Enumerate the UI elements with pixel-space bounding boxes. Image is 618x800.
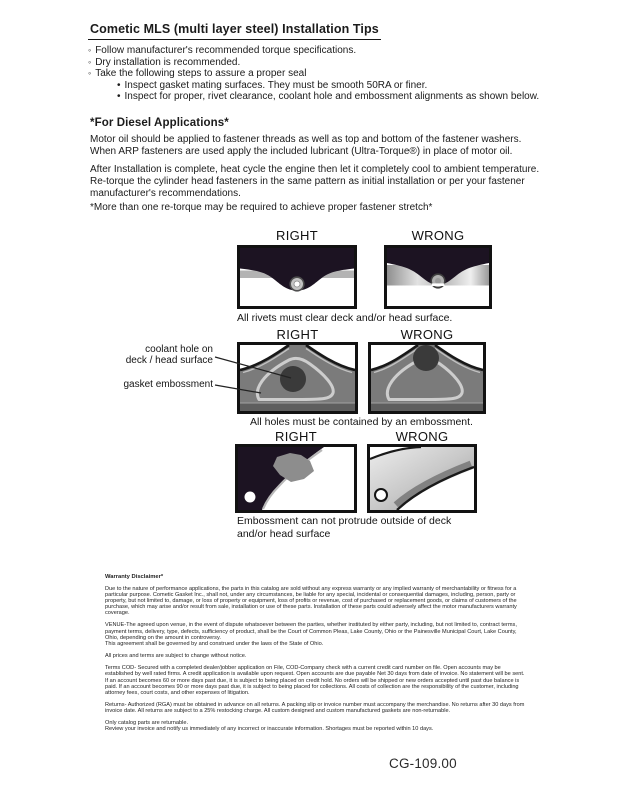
diagram-row1-right-panel xyxy=(237,245,357,309)
dot-bullet-icon: • xyxy=(117,91,121,103)
row1-caption: All rivets must clear deck and/or head surface. xyxy=(237,312,453,324)
circle-bullet-icon: ◦ xyxy=(88,56,92,67)
list-item xyxy=(88,80,558,92)
deck-line-through-rivet xyxy=(432,283,445,286)
paragraph-retorque-note: *More than one re-torque may be required to achieve proper fastener stretch* xyxy=(90,202,433,213)
legal-paragraph: Due to the nature of performance applications, the parts in this catalog are sold without any express warranty or any implied warranty of merchantability or fitness for a particular purpose. Cometic Gasket Inc., shall not, under any circumstances, be liable for any special, incidental or consequential damages, including, person, party or property, but not limited to, damage, or loss of property or equipment, loss of profits or revenue, cost of purchased or replacement goods, or claims of customers of the purchase, which may arise and/or result from sale, installation or use of these parts. Installation of these parts could adversely affect the motor manufacturers warranty coverage. xyxy=(105,585,517,617)
bullet-text: Inspect for proper, rivet clearance, coolant hole and embossment alignments as shown below. xyxy=(124,91,540,103)
legal-paragraph: Returns- Authorized (RGA) must be obtained in advance on all returns. A packing slip or invoice number must accompany the merchandise. No returns after 30 days from invoice date. All returns are subject to a 25% restocking charge. All custom designed and custom manufactured gaskets are non-returnable. xyxy=(105,702,525,715)
coolant-hole xyxy=(280,366,306,392)
bullet-text: Dry installation is recommended. xyxy=(95,56,241,68)
right-label-row2: RIGHT xyxy=(276,327,319,342)
paragraph-heat-cycle: After Installation is complete, heat cycle the engine then let it completely cool to ambient temperature. Re-torque the cylinder head fasteners in the same pattern as initial installation or per your fastener manufacturer's recommendations. xyxy=(90,164,540,199)
list-item xyxy=(88,57,558,69)
coolant-hole xyxy=(413,345,439,371)
rivet-center xyxy=(294,281,300,287)
paragraph-motor-oil: Motor oil should be applied to fastener threads as well as top and bottom of the fastener washers. When ARP fasteners are used apply the included lubricant (Ultra-Torque®) in place of motor oil. xyxy=(90,134,522,157)
legal-section xyxy=(105,574,529,739)
legal-paragraph: All prices and terms are subject to change without notice. xyxy=(105,653,247,660)
bullet-text: Follow manufacturer's recommended torque specifications. xyxy=(95,45,357,56)
legal-paragraph: VENUE-The agreed upon venue, in the event of dispute whatsoever between the parties, whether instituted by either party, including, but not limited to, contract terms, payment terms, delivery, type, defects, sufficiency of product, shall be the Court of Common Pleas, Lake County, Ohio or the Painesville Municipal Court, Lake County, Ohio, depending on the amount in controversy. This agreement shall be governed by and construed under the laws of the State of Ohio. xyxy=(105,622,517,647)
row2-caption: All holes must be contained by an embossment. xyxy=(250,416,473,428)
bolt-hole-icon xyxy=(245,492,256,503)
coolant-hole-label: coolant hole on deck / head surface xyxy=(125,344,213,366)
gasket-embossment-label: gasket embossment xyxy=(123,379,213,390)
bullet-text: Take the following steps to assure a proper seal xyxy=(95,68,307,80)
right-label-row1: RIGHT xyxy=(276,228,318,243)
right-label-row3: RIGHT xyxy=(275,429,317,444)
bullet-list xyxy=(88,45,558,103)
list-item xyxy=(88,91,558,103)
page-number: CG-109.00 xyxy=(389,756,457,771)
circle-bullet-icon: ◦ xyxy=(88,68,92,79)
bullet-text: Inspect gasket mating surfaces. They must be smooth 50RA or finer. xyxy=(124,79,428,91)
wrong-label-row1: WRONG xyxy=(411,228,465,243)
list-item xyxy=(88,45,558,57)
list-item xyxy=(88,68,558,80)
page-title: Cometic MLS (multi layer steel) Installation Tips xyxy=(88,22,381,40)
circle-bullet-icon: ◦ xyxy=(88,45,92,55)
dot-bullet-icon: • xyxy=(117,79,121,91)
legal-paragraph: Terms COD- Secured with a completed dealer/jobber application on File, COD-Company check with a current credit card number on file. Open accounts may be established by well rated firms. A credit application is available upon request. Open accounts are due payable Net 30 days from date of invoice. No statement will be sent. If an account becomes 60 or more days past due, it is subject to being placed on credit hold. No orders will be shipped or new orders accepted until past due balance is paid. If an account becomes 90 or more days past due, it is subject to being placed for collections. All costs of collection are the responsibility of the customer, including attorney fees, court costs, and other expenses of litigation. xyxy=(105,665,525,696)
diesel-applications-heading: *For Diesel Applications* xyxy=(90,117,229,129)
diagram-row2-right-panel xyxy=(237,342,358,414)
diagram-row1-wrong-panel xyxy=(384,245,492,309)
warranty-disclaimer-heading: Warranty Disclaimer* xyxy=(105,574,164,580)
diagram-row3-wrong-panel xyxy=(367,444,477,513)
bottom-strip xyxy=(240,403,355,411)
legal-paragraph: Only catalog parts are returnable. Review your invoice and notify us immediately of any incorrect or inaccurate information. Shortages must be reported within 10 days. xyxy=(105,720,434,733)
bottom-strip xyxy=(371,403,483,411)
bolt-hole-icon xyxy=(375,489,387,501)
row3-caption: Embossment can not protrude outside of deck and/or head surface xyxy=(237,515,452,540)
rivet-center xyxy=(435,278,441,284)
wrong-label-row3: WRONG xyxy=(395,429,449,444)
wrong-label-row2: WRONG xyxy=(400,327,454,342)
diagram-row3-right-panel xyxy=(235,444,357,513)
diagram-row2-wrong-panel xyxy=(368,342,486,414)
